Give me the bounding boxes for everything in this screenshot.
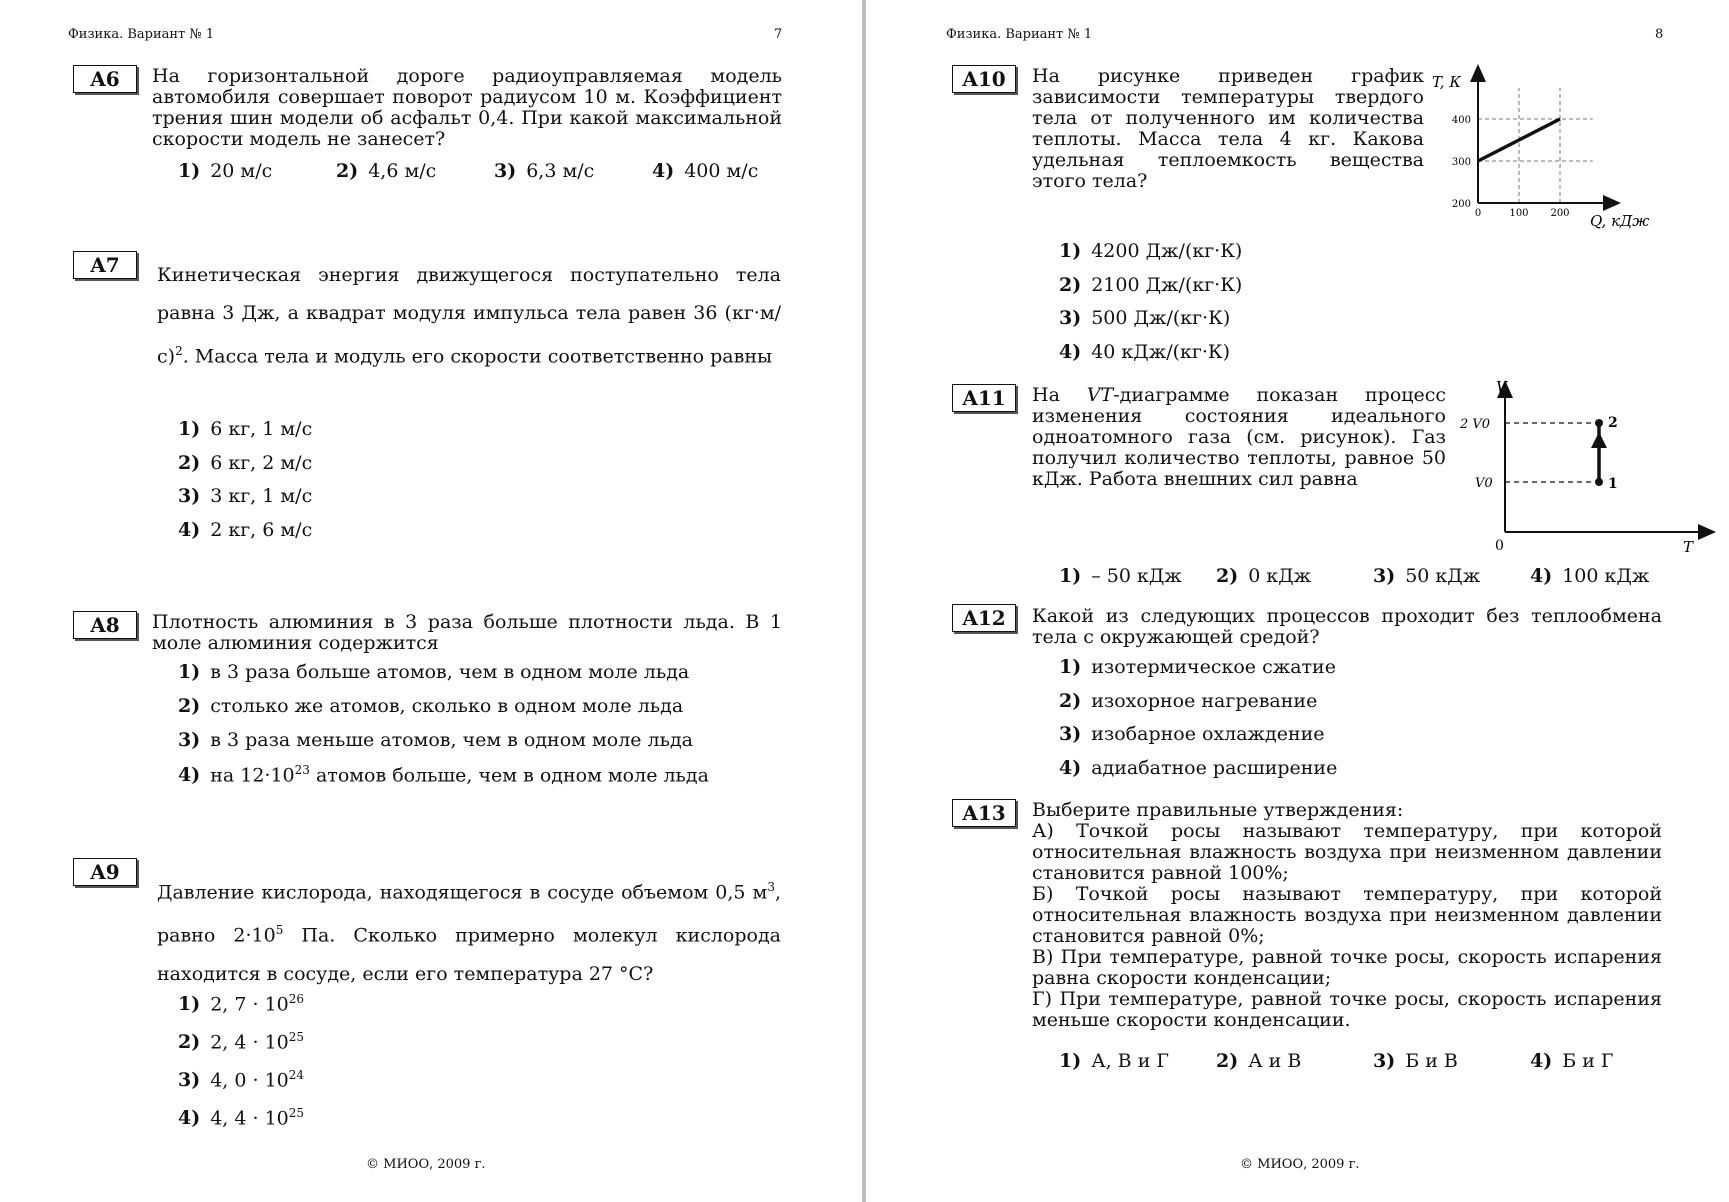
right-page <box>866 0 1729 1202</box>
question-label-a10: A10 <box>952 65 1016 93</box>
option[interactable]: 4) на $12\cdot 10^{23}$ атомов больше, чем в одном моле льда <box>178 763 709 787</box>
state-point-2 <box>1595 419 1603 427</box>
option[interactable]: 2) 4,6 м/с <box>336 160 437 182</box>
option[interactable]: 2) 6 кг, 2 м/с <box>178 452 313 474</box>
page-header: Физика. Вариант № 1 <box>68 27 215 42</box>
option[interactable]: 4) Б и Г <box>1530 1050 1614 1072</box>
state-point-1 <box>1595 478 1603 486</box>
question-label-a7: A7 <box>73 251 137 279</box>
question-label-a13: A13 <box>952 799 1016 827</box>
question-a8-text: Плотность алюминия в 3 раза больше плотности льда. В 1 моле алюминия содержится <box>152 611 782 654</box>
option[interactable]: 2) 2, $4 \cdot 10^{25}$ <box>178 1030 305 1054</box>
a13-intro: Выберите правильные утверждения: <box>1032 799 1404 821</box>
option[interactable]: 3) 3 кг, 1 м/с <box>178 485 313 507</box>
question-a13-options <box>1059 1050 1614 1072</box>
x-tick-label: 100 <box>1509 208 1529 219</box>
option[interactable]: 3) 4, $0 \cdot 10^{24}$ <box>178 1068 305 1092</box>
option[interactable]: 4) 2 кг, 6 м/с <box>178 519 313 541</box>
option[interactable]: 4) 4, $4 \cdot 10^{25}$ <box>178 1106 305 1130</box>
option[interactable]: 2) 2100 Дж/(кг·К) <box>1059 274 1243 296</box>
point-label-2: 2 <box>1608 415 1618 431</box>
question-label-a9: A9 <box>73 858 137 886</box>
option[interactable]: 3) Б и В <box>1373 1050 1458 1072</box>
y-tick-label: 200 <box>1451 199 1471 210</box>
y-axis-label: T, К <box>1432 73 1461 91</box>
y-tick-label: 400 <box>1451 115 1471 126</box>
question-a13-text <box>1032 800 1662 1031</box>
option[interactable]: 1) – 50 кДж <box>1059 565 1182 587</box>
question-a6-options <box>178 160 758 182</box>
x-tick-label: 200 <box>1550 208 1570 219</box>
left-page <box>0 0 862 1202</box>
question-a9-text: Давление кислорода, находящегося в сосуде объемом 0,5 $м^3$, равно $2\cdot 10^5$ Па. Сколько примерно молекул кислорода находится в сосуде, если его температура 27 °С? <box>157 880 782 985</box>
option[interactable]: 4) адиабатное расширение <box>1059 757 1338 779</box>
option[interactable]: 3) 500 Дж/(кг·К) <box>1059 307 1231 329</box>
origin-label: 0 <box>1495 538 1504 554</box>
x-axis-label: Q, кДж <box>1590 212 1650 230</box>
question-label-a12: A12 <box>952 604 1016 632</box>
option[interactable]: 1) 4200 Дж/(кг·К) <box>1059 240 1243 262</box>
question-a11-options <box>1059 565 1649 587</box>
tick-label-2v0: 2 V0 <box>1460 417 1491 432</box>
option[interactable]: 1) 2, $7 \cdot 10^{26}$ <box>178 992 305 1016</box>
page-footer: © МИОО, 2009 г. <box>366 1157 486 1172</box>
question-label-a8: A8 <box>73 611 137 639</box>
question-a12-text: Какой из следующих процессов проходит без теплообмена тела с окружающей средой? <box>1032 605 1662 648</box>
question-a11-text: На VT-диаграмме показан процесс изменения состояния идеального одноатомного газа (см. рисунок). Газ получил количество теплоты, равное 50 кДж. Работа внешних сил равна <box>1032 384 1447 490</box>
option[interactable]: 4) 400 м/с <box>652 160 759 182</box>
vt-diagram <box>1451 380 1726 555</box>
tick-label-v0: V0 <box>1475 476 1493 491</box>
option[interactable]: 3) в 3 раза меньше атомов, чем в одном моле льда <box>178 729 693 751</box>
a13-statement-g: Г) При температуре, равной точке росы, скорость испарения меньше скорости конденсации. <box>1032 988 1662 1031</box>
y-tick-label: 300 <box>1451 157 1471 168</box>
a13-statement-b: Б) Точкой росы называют температуру, при которой относительная влажность воздуха при неизменном давлении становится равной 0%; <box>1032 883 1662 947</box>
option[interactable]: 4) 40 кДж/(кг·К) <box>1059 341 1231 363</box>
option[interactable]: 1) 6 кг, 1 м/с <box>178 418 313 440</box>
point-label-1: 1 <box>1608 476 1618 492</box>
page-number: 7 <box>774 27 783 42</box>
page-footer: © МИОО, 2009 г. <box>1240 1157 1360 1172</box>
question-a10-text: На рисунке приведен график зависимости температуры твердого тела от полученного им количества теплоты. Масса тела 4 кг. Какова удельная теплоемкость вещества этого тела? <box>1032 65 1424 192</box>
question-label-a11: A11 <box>952 384 1016 412</box>
a13-statement-a: А) Точкой росы называют температуру, при которой относительная влажность воздуха при неизменном давлении становится равной 100%; <box>1032 820 1662 884</box>
option[interactable]: 1) изотермическое сжатие <box>1059 656 1336 678</box>
question-a7-text: Кинетическая энергия движущегося поступательно тела равна 3 Дж, а квадрат модуля импульса тела равен 36 $(кг\cdot м/с)^2$. Масса тела и модуль его скорости соответственно равны <box>157 264 781 368</box>
x-axis-label: T <box>1683 538 1694 555</box>
option[interactable]: 3) изобарное охлаждение <box>1059 723 1325 745</box>
page-header: Физика. Вариант № 1 <box>946 27 1093 42</box>
option[interactable]: 3) 6,3 м/с <box>494 160 595 182</box>
option[interactable]: 1) в 3 раза больше атомов, чем в одном моле льда <box>178 661 690 683</box>
option[interactable]: 1) А, В и Г <box>1059 1050 1169 1072</box>
option[interactable]: 2) изохорное нагревание <box>1059 690 1318 712</box>
option[interactable]: 2) столько же атомов, сколько в одном моле льда <box>178 695 684 717</box>
question-a6-text: На горизонтальной дороге радиоуправляемая модель автомобиля совершает поворот радиусом 10 м. Коэффициент трения шин модели об асфальт 0,4. При какой максимальной скорости модель не занесет? <box>152 65 782 150</box>
option[interactable]: 4) 100 кДж <box>1530 565 1650 587</box>
x-tick-label: 0 <box>1474 208 1482 219</box>
a13-statement-v: В) При температуре, равной точке росы, скорость испарения равна скорости конденсации; <box>1032 946 1662 989</box>
y-axis-label: V <box>1496 380 1507 396</box>
page-number: 8 <box>1655 27 1664 42</box>
question-label-a6: A6 <box>73 65 137 93</box>
t-q-graph <box>1428 60 1728 235</box>
option[interactable]: 2) 0 кДж <box>1216 565 1312 587</box>
option[interactable]: 3) 50 кДж <box>1373 565 1481 587</box>
option[interactable]: 2) А и В <box>1216 1050 1302 1072</box>
option[interactable]: 1) 20 м/с <box>178 160 273 182</box>
